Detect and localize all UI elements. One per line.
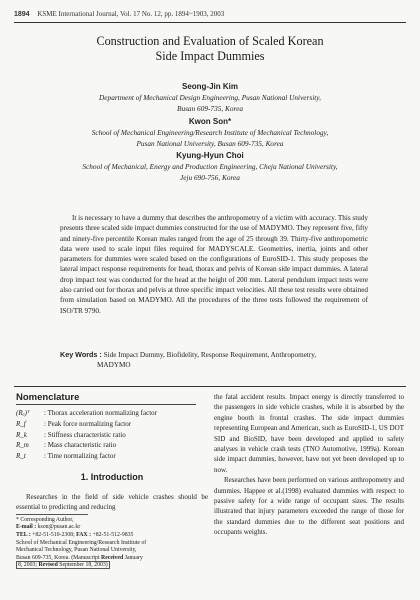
footnote-address-4 (16, 562, 208, 570)
header-rule (14, 22, 406, 23)
nomenclature-item (16, 430, 208, 441)
tel-label: TEL : (16, 531, 31, 538)
nomenclature-desc: : Stiffness characteristic ratio (44, 430, 126, 439)
body-paragraph: Researches have been performed on various anthropometry and dummies. Happee et al.(1998) evaluated dummies with respect to passive safety for a wide range of occupant sizes. The results illustrated that injury parameters exceeded the range of those for the standard dummies due to the different seat positions and occupants weights. (214, 476, 404, 537)
nomenclature-item (16, 419, 208, 430)
revised-date: September 18, 2003) (59, 562, 108, 569)
title-line-1: Construction and Evaluation of Scaled Korean (96, 34, 324, 48)
author-3-name: Kyung-Hyun Choi (176, 151, 244, 160)
footnote (16, 517, 208, 570)
author-2-affiliation (0, 128, 420, 149)
nomenclature-item (16, 440, 208, 451)
fax-label: FAX : (76, 531, 92, 538)
author-1-affiliation (0, 93, 420, 114)
affiliation-line: Pusan National University, Busan 609-735, Korea (136, 138, 284, 148)
affiliation-line: Busan 609-735, Korea (176, 103, 243, 113)
journal-citation: KSME International Journal, Vol. 17 No. 12, pp. 1894~1903, 2003 (37, 10, 225, 18)
author-1-name: Seong-Jin Kim (181, 82, 238, 91)
nomenclature-rule (16, 404, 196, 405)
footnote-address-1: School of Mechanical Engineering/Research Institute of (16, 539, 147, 546)
keywords (60, 350, 368, 371)
received-label: Received (101, 554, 124, 561)
section-rule (14, 386, 406, 387)
nomenclature-desc: : Peak force normalizing factor (44, 419, 132, 428)
fax-number: +82-51-512-9835 (92, 531, 134, 538)
nomenclature-symbol: R_m (16, 441, 29, 450)
section-heading-introduction: 1. Introduction (80, 471, 144, 482)
email-label: E-mail : (16, 524, 37, 531)
nomenclature-symbol: R_t (16, 452, 26, 461)
affiliation-line: Jeju 690-756, Korea (180, 172, 240, 182)
affiliation-line: Department of Mechanical Design Engineering, Pusan National University, (99, 93, 321, 102)
running-head (14, 10, 224, 18)
affiliation-line: School of Mechanical, Energy and Production Engineering, Cheju National University, (82, 162, 338, 171)
footnote-date-box (16, 561, 110, 569)
abstract: It is necessary to have a dummy that describes the anthropometry of a victim with accuracy. This study presents three scaled side impact dummies constructed for the use of MADYMO. They represent five, fifty and ninety-five percentile Korean males ranged from the age of 25 through 39. Thirty-five anthropometric data were used to scale input files required for MADYSCALE. Geometries, inertia, joints and other parameters for dummies were scaled based on the configurations of EuroSID-1. This study proposes the lateral impact response requirements for head, thorax and pelvis of Korean side impact dummies. A lateral drop impact test was conducted for the head at the height of 200 mm. Lateral pendulum impact tests were also carried out for thorax and pelvis at three specific impact velocities. All these test results were obtained from simulation based on MADYMO. All the procedures of the three tests followed the requirement of ISO/TR 9790. (60, 214, 368, 315)
received-date: January (124, 554, 143, 561)
keywords-label: Key Words : (60, 350, 102, 359)
nomenclature-item (16, 451, 208, 462)
footnote-date-text: 8, 2003; (18, 562, 38, 569)
body-paragraph: the fatal accident results. Impact energy is directly transferred to the passengers in side vehicle crashes, while it is absorbed by the engine booth in frontal crashes. The side impact dummies representing European and American, such as EuroSID-1, US DOT SID and BioSID, have been developed and applied to safety analyses in vehicle crash tests (TNO Automotive, 1999a). Korean side impact dummies, however, have not yet been developed up to now. (214, 393, 404, 474)
footnote-rule (16, 514, 88, 515)
keywords-line-2: MADYMO (97, 361, 131, 370)
left-column (16, 392, 208, 570)
intro-paragraph: Researches in the field of side vehicle crashes should be essential to predicting and reducing (16, 492, 208, 512)
author-3-affiliation (0, 162, 420, 183)
nomenclature-item (16, 408, 208, 419)
nomenclature-symbol: (Rₐ)ᵀ (16, 409, 30, 417)
nomenclature-symbol: R_k (16, 430, 27, 439)
footnote-corresponding: * Corresponding Author, (16, 516, 74, 523)
footnote-phone-line (16, 532, 208, 540)
title-line-2: Side Impact Dummies (155, 49, 265, 63)
nomenclature-title: Nomenclature (16, 392, 80, 403)
author-2-name: Kwon Son* (188, 117, 232, 126)
footnote-address-text: Busan 609-735, Korea. (Manuscript (16, 554, 100, 561)
nomenclature-desc: : Time normalizing factor (44, 452, 116, 461)
footnote-email-line (16, 524, 208, 532)
page-number: 1894 (14, 11, 30, 18)
paper-title (0, 34, 420, 64)
email-address: kson@pusan.ac.kr (37, 524, 81, 531)
keywords-line-1: Side Impact Dummy, Biofidelity, Response Requirement, Anthropometry, (103, 351, 317, 359)
right-column (214, 392, 404, 538)
nomenclature-desc: : Thorax acceleration normalizing factor (44, 409, 157, 417)
footnote-address-2: Mechanical Technology, Pusan National University, (16, 547, 137, 554)
affiliation-line: School of Mechanical Engineering/Research Institute of Mechanical Technology, (91, 128, 329, 137)
nomenclature-desc: : Mass characteristic ratio (44, 441, 117, 450)
tel-number: +82-51-510-2308; (32, 531, 75, 538)
revised-label: Revised (38, 562, 58, 569)
nomenclature-symbol: R_f (16, 419, 26, 428)
